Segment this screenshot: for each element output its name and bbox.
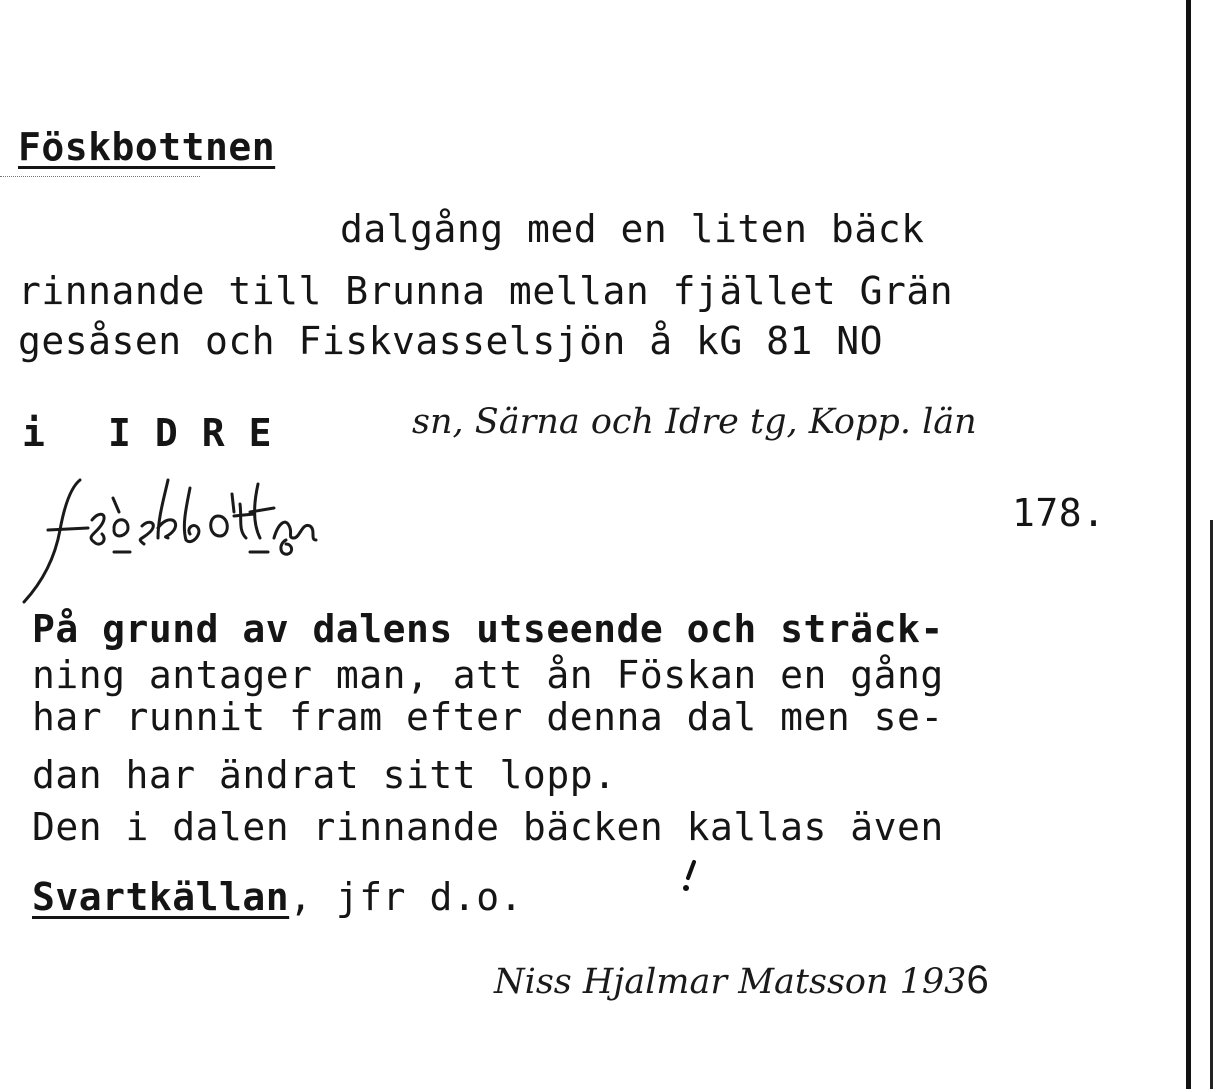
parish-prefix: i <box>22 411 46 455</box>
body-line-5: Den i dalen rinnande bäcken kallas även <box>32 805 944 849</box>
signature-line <box>494 958 989 1003</box>
body-line-2: ning antager man, att ån Föskan en gång <box>32 653 944 697</box>
parish-name: IDRE <box>108 411 296 455</box>
card-edge-line <box>1186 0 1191 1089</box>
body-line-6 <box>32 875 523 919</box>
phonetic-handwriting <box>18 468 318 608</box>
description-line-3: gesåsen och Fiskvasselsjön å kG 81 NO <box>18 319 883 363</box>
handwriting-drawing <box>18 468 318 608</box>
description-line-2: rinnande till Brunna mellan fjället Grän <box>18 269 954 313</box>
region-line: sn, Särna och Idre tg, Kopp. län <box>412 402 977 442</box>
card-title: Föskbottnen <box>18 125 276 169</box>
pencil-tick-mark <box>678 858 698 898</box>
signature-year-digit: 6 <box>966 958 989 1002</box>
body-line-1: På grund av dalens utseende och sträck- <box>32 607 944 651</box>
card-edge-line-secondary <box>1210 520 1213 1089</box>
card-number: 178. <box>1012 491 1106 535</box>
title-dotted-rule <box>0 176 200 177</box>
body-line-4: dan har ändrat sitt lopp. <box>32 753 617 797</box>
body-line-3: har runnit fram efter denna dal men se- <box>32 695 944 739</box>
description-line-1: dalgång med en liten bäck <box>340 207 925 251</box>
cross-reference-name: Svartkällan <box>32 875 290 919</box>
collector-signature: Niss Hjalmar Matsson 193 <box>494 962 967 1002</box>
cross-reference-note: , jfr d.o. <box>289 875 523 919</box>
